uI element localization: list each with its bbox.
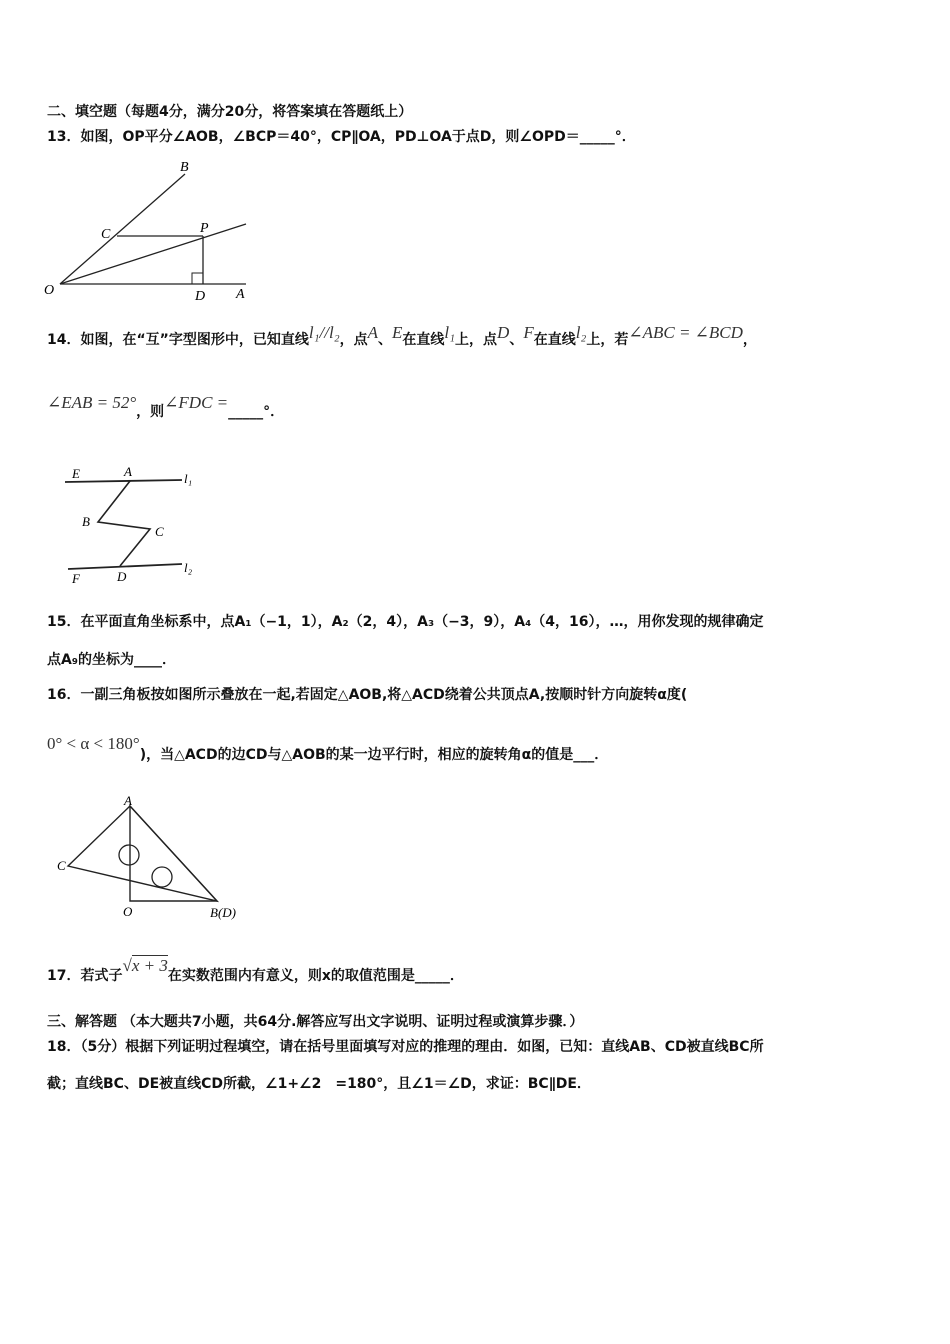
q16-text-2: )，当△ACD的边CD与△AOB的某一边平行时，相应的旋转角α的值是___． [139, 747, 609, 763]
q14-sep-2: 、 [509, 332, 524, 348]
question-16-line-1: 16．一副三角板按如图所示叠放在一起,若固定△AOB,将△ACD绕着公共顶点A,按顺时针方向旋转α度( [47, 687, 688, 703]
q14-math-angle-eab: ∠EAB = 52° [47, 393, 137, 412]
label-o: O [44, 283, 55, 298]
question-14-line-2 [47, 393, 285, 421]
q14-math-d: D [497, 323, 510, 342]
question-16-line-2 [47, 734, 609, 764]
q14-math-angle-fdc: ∠FDC = [164, 393, 229, 412]
q16-diagram [55, 795, 250, 925]
triangle-acd [68, 806, 217, 901]
q14-part-5: 在直线 [533, 332, 576, 348]
q14-math-l1: l₁ [444, 323, 456, 342]
ray-ob [60, 174, 185, 284]
label-c: C [155, 524, 164, 539]
q14-part-8: ，则 [136, 404, 165, 420]
q14-math-e: E [392, 323, 403, 342]
label-o: O [123, 904, 133, 919]
label-bd: B(D) [210, 905, 236, 920]
label-d: D [117, 569, 127, 584]
label-c: C [57, 858, 66, 873]
q14-diagram [60, 462, 210, 587]
question-15-line-2: 点A₉的坐标为____． [47, 652, 176, 668]
q17-sqrt-expression [122, 956, 167, 975]
q14-figure [60, 462, 210, 587]
right-angle-mark [192, 273, 203, 284]
triangle-hole-1 [119, 845, 139, 865]
label-b: B [82, 514, 90, 529]
question-18-line-2: 截；直线BC、DE被直线CD所截，∠1+∠2 =180°，且∠1＝∠D，求证：BC∥DE． [47, 1076, 591, 1092]
q13-figure [40, 158, 260, 308]
q16-math-range: 0° < α < 180° [47, 734, 140, 753]
question-14-line-1 [47, 323, 757, 349]
q14-sep-1: 、 [378, 332, 392, 348]
triangle-hole-2 [152, 867, 172, 887]
sqrt-sign: √ [122, 956, 132, 975]
q16-figure [55, 795, 250, 925]
q14-part-7: ， [742, 332, 757, 348]
q14-math-l1-parallel-l2: l₁//l₂ [308, 323, 340, 342]
q14-math-a: A [367, 323, 378, 342]
line-l1 [65, 480, 182, 482]
label-a: A [236, 287, 245, 302]
label-f: F [72, 571, 80, 586]
label-d: D [195, 289, 206, 304]
q14-part-6: 上，若 [586, 332, 629, 348]
question-15-line-1: 15．在平面直角坐标系中，点A₁（−1，1），A₂（2，4），A₃（−3，9），A₄（4，16），…，用你发现的规律确定 [47, 614, 764, 630]
q14-math-l2: l₂ [575, 323, 587, 342]
label-p: P [200, 221, 209, 236]
label-l2: l₂ [184, 560, 193, 575]
q14-part-3: 在直线 [402, 332, 445, 348]
q14-part-1: 14．如图，在“互”字型图形中，已知直线 [47, 332, 309, 348]
label-l1: l₁ [184, 471, 193, 486]
label-b: B [180, 160, 189, 175]
label-a: A [124, 795, 132, 808]
label-c: C [101, 227, 111, 242]
q14-part-4: 上，点 [455, 332, 498, 348]
q17-part-1: 17．若式子 [47, 968, 123, 984]
ray-op [60, 224, 246, 284]
section-2-heading: 二、填空题（每题4分，满分20分，将答案填在答题纸上） [47, 104, 413, 120]
q17-part-2: 在实数范围内有意义，则x的取值范围是_____． [167, 968, 464, 984]
question-13-text: 13．如图，OP平分∠AOB，∠BCP＝40°，CP∥OA，PD⊥OA于点D，则∠OPD＝_____°． [47, 129, 636, 145]
q14-math-f: F [523, 323, 534, 342]
section-3-heading: 三、解答题 （本大题共7小题，共64分.解答应写出文字说明、证明过程或演算步骤．） [47, 1014, 584, 1030]
z-path-abcd [98, 481, 150, 566]
q14-math-angle-abc-eq-bcd: ∠ABC = ∠BCD [628, 323, 743, 342]
question-18-line-1: 18．（5分）根据下列证明过程填空，请在括号里面填写对应的推理的理由．如图，已知：直线AB、CD被直线BC所 [47, 1039, 764, 1055]
label-a: A [124, 464, 132, 479]
q14-part-2: ，点 [339, 332, 368, 348]
question-17 [47, 956, 464, 985]
q17-radicand: x + 3 [131, 956, 168, 975]
q14-part-9: _____°． [228, 404, 285, 420]
label-e: E [72, 466, 80, 481]
q13-diagram [40, 158, 260, 308]
